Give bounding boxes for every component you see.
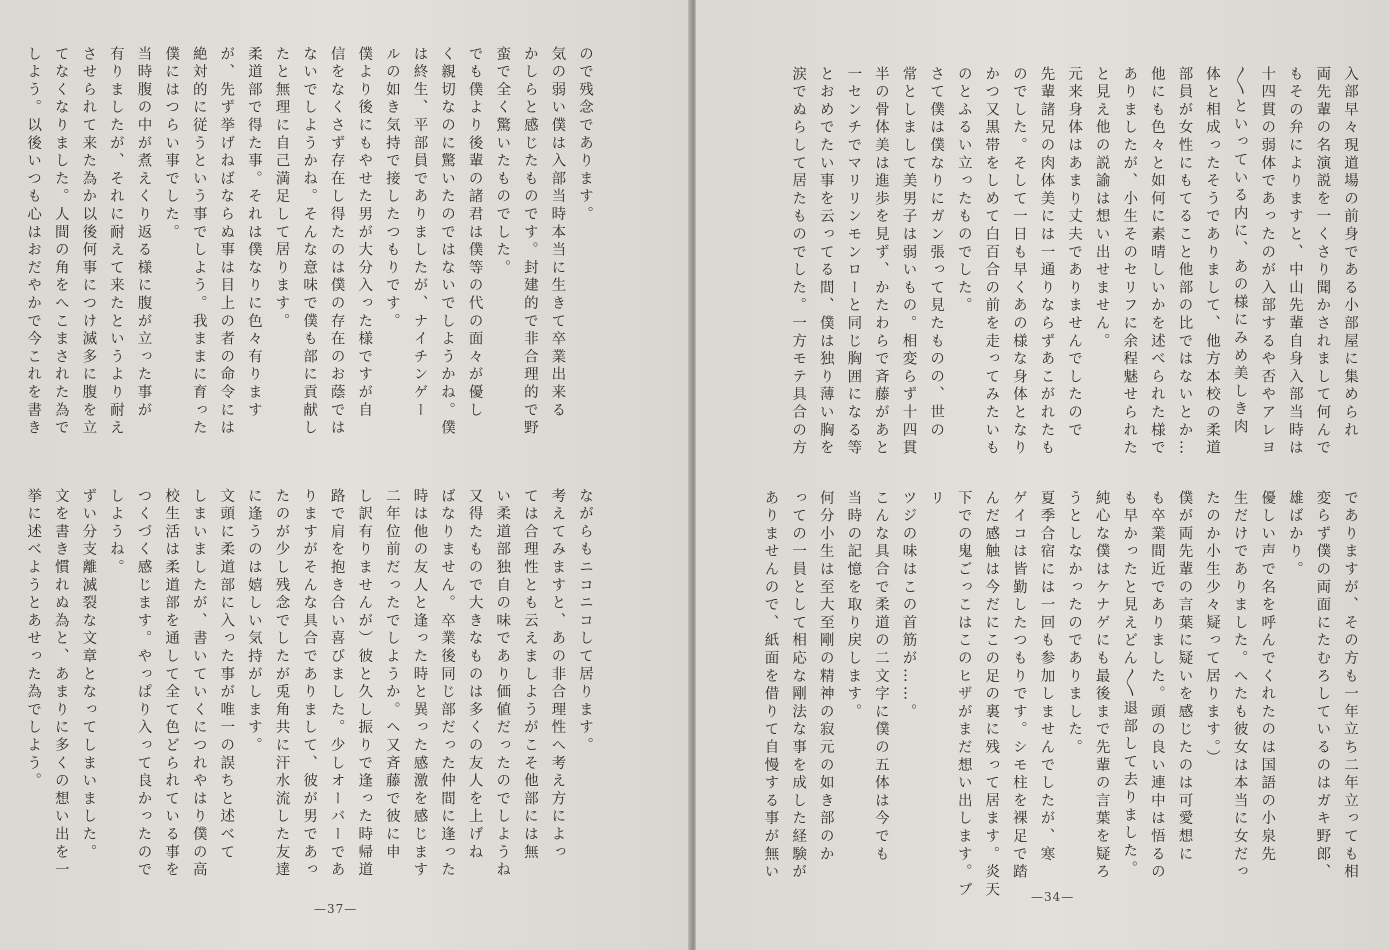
left-page-number: —37— <box>314 902 358 916</box>
right-page-upper-text: 入部早々現道場の前身である小部屋に集められ 両先輩の名演説を一くさり聞かされまして何んで もその弁によりますと、中山先輩自身入部当時は 十四貫の弱体であったのが入部するや否やアレヨ 〳〵といっている内に、あの様にみめ美しき肉 体と相成ったそうでありまして、他方本校の柔道 部員が女性にもてること他部の比ではないとか… 他にも色々と如何に素晴しいかを述べられた様で ありましたが、小生そのセリフに余程魅せられた と見え他の説諭は想い出せません。 元来身体はあまり丈夫でありませんでしたので 先輩諸兄の肉体美には一通りならずあこがれたも のでした。そして一日も早くあの様な身体となり かつ又黒帯をしめて白百合の前を走ってみたいも のとふるい立ったものでした。 さて僕は僕なりにガン張って見たものの、世の 常としまして美男子は弱いもの。相変らず十四貫 半の骨体美は進歩を見ず、かたわらで斉藤があと 一センチでマリリンモンローと同じ胸囲になる等 とおめでたい事を云ってる間、僕は独り薄い胸を 涙でぬらして居たものでした。一方モテ具合の方 <box>790 66 1358 458</box>
right-page <box>695 0 1390 950</box>
right-page-number: —34— <box>1031 890 1075 904</box>
right-page-lower-text: でありますが、その方も一年立ち二年立っても相 変らず僕の両面にたむろしているのはガキ野郎、 雄ばかり。 優しい声で名を呼んでくれたのは国語の小泉先 生だけでありました。へたも彼女は本当に女だっ たのか小生少々疑って居ります。） 僕が両先輩の言葉に疑いを感じたのは可愛想に も卒業間近でありました。頭の良い連中は悟るの も早かったと見えどん〳〵退部して去りました。 純心な僕はケナゲにも最後まで先輩の言葉を疑ろ うとしなかったのでありました。 夏季合宿には一回も参加しませんでしたが、寒 ゲイコは皆勤したつもりです。シモ柱を裸足で踏 んだ感触は今だにこの足の裏に残って居ます。炎天 下での鬼ごっこはこのヒザがまだ想い出します。ブリ ツジの味はこの首筋が……。 こんな具合で柔道の二文字に僕の五体は今でも 当時の記憶を取り戻します。 何分小生は至大至剛の精神の寂元の如き部のか っての一員として相応な剛法な事を成した経験が ありませんので、紙面を借りて自慢する事が無い <box>762 490 1358 900</box>
left-page <box>0 0 691 950</box>
left-page-upper-text: ので残念であります。 気の弱い僕は入部当時本当に生きて卒業出来る かしらと感じたものです。封建的で非合理的で野 蛮で全く驚いたものでした。 でも僕より後輩の諸君は僕等の代の面々が優し く親切なのに驚いたのではないでしようかね。僕 は終生、平部員でありましたが、ナイチンゲー ルの如き気持で接したつもりです。 僕より後にもやせた男が大分入った様ですが自 信をなくさず存在し得たのは僕の存在のお蔭では ないでしようかね。そんな意味で僕も部に貢献し たと無理に自己満足して居ります。 柔道部で得た事。それは僕なりに色々有ります が、先ず挙げねばならぬ事は目上の者の命令には 絶対的に従うという事でしよう。我ままに育った 僕にはつらい事でした。 当時腹の中が煮えくり返る様に腹が立った事が 有りましたが、それに耐えて来たというより耐え させられて来た為か以後何事につけ滅多に腹を立 てなくなりました。人間の角をへこまされた為で しよう。以後いつも心はおだやかで今これを書き <box>25 46 593 438</box>
left-page-lower-text: ながらもニコニコして居ります。 考えてみますと、あの非合理性へ考え方によっ ては合理性とも云えましようがこそ他部には無 い柔道部独自の味であり価値だったのでしようね 又得たもので大きなものは多くの友人を上げね ばなりません。卒業後同じ部だった仲間に逢った 時は他の友人と逢った時と異った感激を感じます 二年位前だったでしようか。ヘ又斉藤で彼に申 し訳有りませんが）彼と久し振りで逢った時帰道 路で肩を抱き合い喜びました。少しオーバーであ りますがそんな具合でありまして、彼が男であっ たのが少し残念でしたが兎角共に汗水流した友達 に逢うのは嬉しい気持がします。 文頭に柔道部に入った事が唯一の誤ちと述べて しまいましたが、書いていくにつれやはり僕の高 校生活は柔道部を通して全て色どられている事を つくづく感じます。やっぱり入って良かったので しようね。 ずい分支離滅裂な文章となってしまいました。 文を書き慣れぬ為と、あまりに多くの想い出を一 挙に述べようとあせった為でしよう。 <box>25 488 593 880</box>
